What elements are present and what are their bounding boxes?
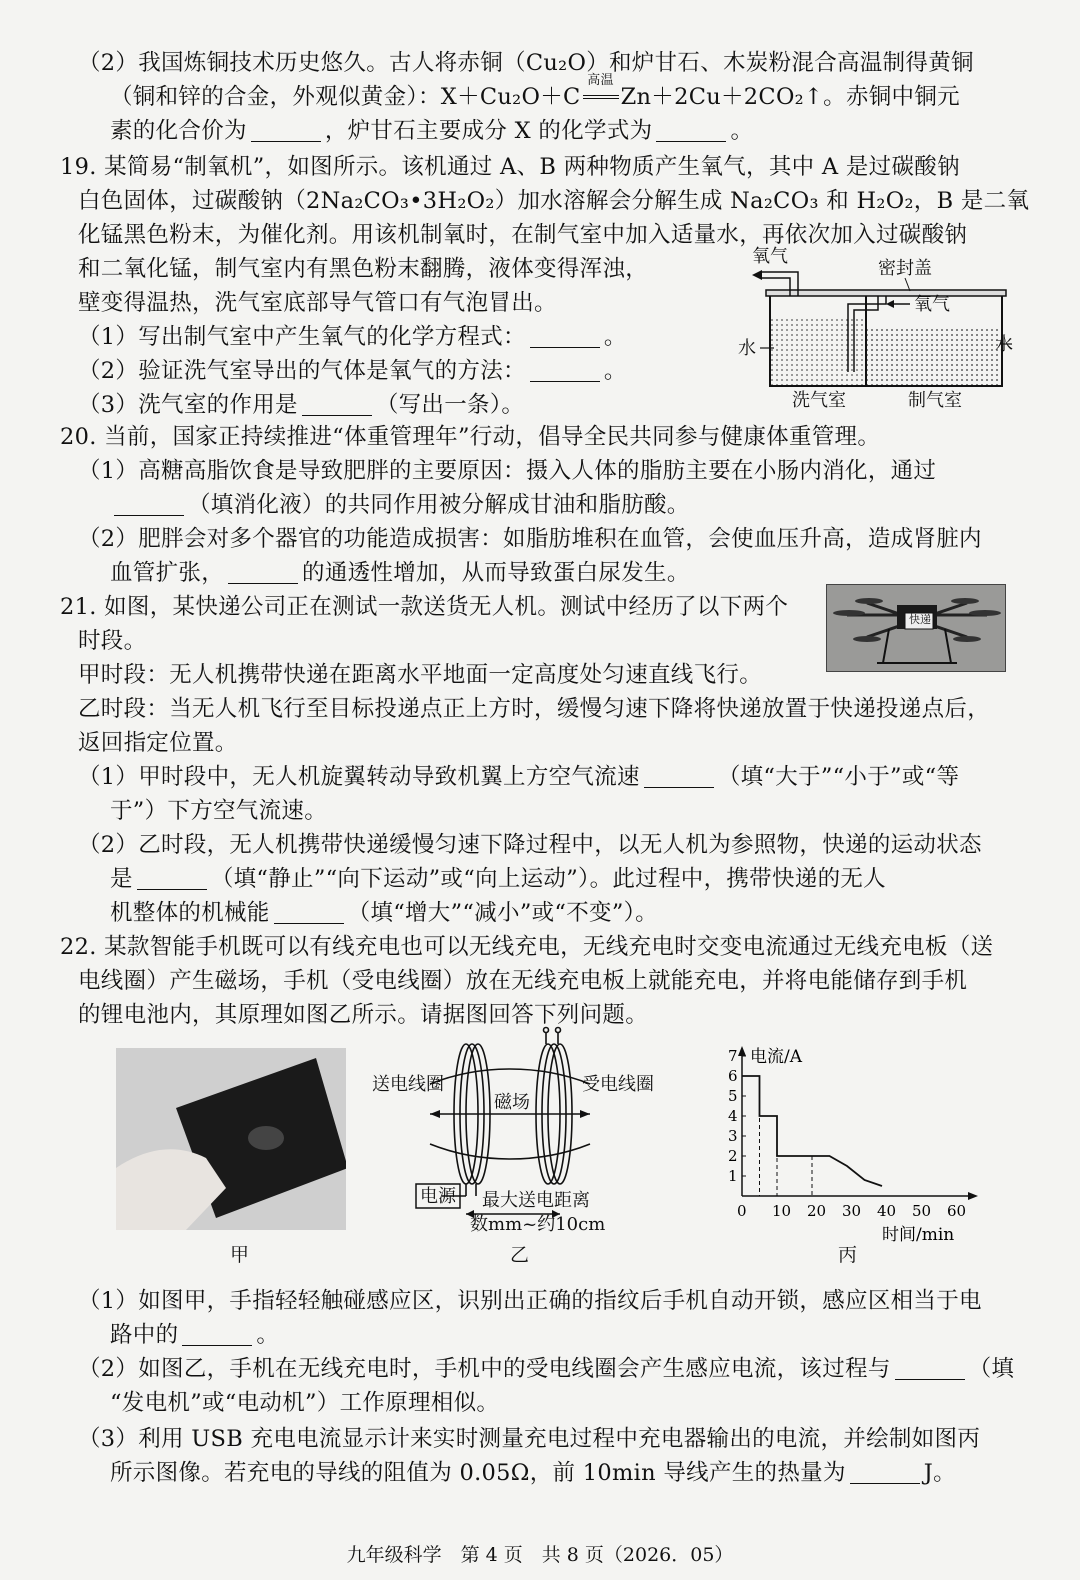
x-tick-label: 60 [947,1202,967,1220]
q22-sub3-text-b: J。 [923,1460,956,1486]
oxygen-generator-figure [730,248,1020,418]
q19-sub3-end: （写出一条）。 [375,392,525,418]
q18-2-line2 [110,73,960,114]
q19-sub3-text: （3）洗气室的作用是 [78,392,298,418]
page-footer: 九年级科学 第 4 页 共 8 页（2026．05） [346,1544,734,1566]
parcel-label: 快递 [909,613,931,626]
x-tick-label: 0 [737,1202,747,1220]
y-tick-label: 1 [728,1167,738,1185]
water-right-label: 水 [995,334,1013,355]
q19-line5: 壁变得温热，洗气室底部导气管口有气泡冒出。 [78,290,557,316]
answer-blank[interactable] [251,118,321,142]
answer-blank[interactable] [530,324,600,348]
q19-sub1-end: 。 [603,324,627,350]
condition-label: 高温 [587,73,614,88]
fig-yi-caption: 乙 [510,1244,530,1266]
q19-line2: 白色固体，过碳酸钠（2Na₂CO₃•3H₂O₂）加水溶解会分解生成 Na₂CO₃ 和 H₂O₂，B 是二氧 [78,188,1030,214]
magnetic-field-label: 磁场 [494,1092,530,1113]
q21-sub2-text-a: 是 [110,866,133,892]
q21-line5: 返回指定位置。 [78,730,238,756]
distance-range-label: 数mm~约10cm [470,1214,606,1235]
q22-sub2-text-b: （填 [968,1356,1015,1382]
q18-2-line3 [110,114,753,148]
q19-sub2-end: 。 [603,358,627,384]
y-tick-label: 5 [728,1087,738,1105]
q20-sub1-line1: （1）高糖高脂饮食是导致肥胖的主要原因：摄入人体的脂肪主要在小肠内消化，通过 [78,458,937,484]
q20-line1: 20. 当前，国家正持续推进“体重管理年”行动，倡导全民共同参与健康体重管理。 [60,424,881,450]
q22-sub1-line2 [110,1318,279,1352]
x-tick-label: 50 [912,1202,932,1220]
answer-blank[interactable] [114,492,184,516]
answer-blank[interactable] [302,392,372,416]
phone-illustration [116,1048,346,1230]
q22-sub3-text-a: 所示图像。若充电的导线的阻值为 0.05Ω，前 10min 导线产生的热量为 [110,1460,846,1486]
answer-blank[interactable] [274,900,344,924]
y-tick-label: 6 [728,1067,738,1085]
q19-sub2-text: （2）验证洗气室导出的气体是氧气的方法： [78,358,526,384]
q18-2-text-a: 素的化合价为 [110,118,247,144]
q21-sub2-text-c: 机整体的机械能 [110,900,270,926]
q20-sub1-line2 [110,488,690,522]
answer-blank[interactable] [895,1356,965,1380]
y-tick-label: 3 [728,1127,738,1145]
wash-room-label: 洗气室 [792,390,846,411]
send-coil-label: 送电线圈 [372,1074,444,1095]
x-tick-label: 20 [807,1202,827,1220]
answer-blank[interactable] [644,764,714,788]
q22-sub2-line1 [78,1352,1014,1386]
x-tick-label: 40 [877,1202,897,1220]
x-tick-label: 10 [772,1202,792,1220]
q22-line1: 22. 某款智能手机既可以有线充电也可以无线充电，无线充电时交变电流通过无线充电板（送 [60,934,994,960]
gen-room-label: 制气室 [908,390,962,411]
drone-photo [826,584,1006,672]
oxygen-out-label: 氧气 [752,246,788,267]
q21-line1: 21. 如图，某快递公司正在测试一款送货无人机。测试中经历了以下两个 [60,594,789,620]
answer-blank[interactable] [182,1322,252,1346]
q20-sub2-line2 [110,556,690,590]
q20-sub2-text-a: 血管扩张， [110,560,225,586]
water-left-label: 水 [738,338,756,359]
chart-svg [712,1046,982,1246]
q19-sub3 [78,388,524,422]
max-distance-label: 最大送电距离 [482,1190,590,1211]
answer-blank[interactable] [656,118,726,142]
q22-sub1-line1: （1）如图甲，手指轻轻触碰感应区，识别出正确的指纹后手机自动开锁，感应区相当于电 [78,1288,982,1314]
q19-sub1 [78,320,627,354]
answer-blank[interactable] [228,560,298,584]
q18-2-eq-left: （铜和锌的合金，外观似黄金）：X＋Cu₂O＋C [110,84,581,110]
q21-sub2-line3 [110,896,658,930]
recv-coil-label: 受电线圈 [582,1074,654,1095]
fig-bing-caption: 丙 [838,1244,858,1266]
q20-sub2-line1: （2）肥胖会对多个器官的功能造成损害：如脂肪堆积在血管，会使血压升高，造成肾脏内 [78,526,982,552]
q22-line3: 的锂电池内，其原理如图乙所示。请据图回答下列问题。 [78,1002,649,1028]
sealed-lid-label: 密封盖 [878,258,932,279]
q21-sub1-line2: 于”）下方空气流速。 [110,798,328,824]
y-tick-label: 7 [728,1047,738,1065]
coil-figure [370,1024,670,1244]
q21-sub1-line1 [78,760,959,794]
y-tick-label: 4 [728,1107,738,1125]
y-tick-label: 2 [728,1147,738,1165]
power-source-label: 电源 [420,1186,456,1207]
q21-line2: 时段。 [78,628,147,654]
current-time-chart [712,1046,982,1246]
q18-2-eq-right: Zn＋2Cu＋2CO₂↑。赤铜中铜元 [620,84,960,110]
q21-line3: 甲时段：无人机携带快递在距离水平地面一定高度处匀速直线飞行。 [78,662,763,688]
x-tick-label: 30 [842,1202,862,1220]
q22-line2: 电线圈）产生磁场，手机（受电线圈）放在无线充电板上就能充电，并将电能储存到手机 [78,968,968,994]
q19-line4: 和二氧化锰，制气室内有黑色粉末翻腾，液体变得浑浊， [78,256,649,282]
q19-sub2 [78,354,627,388]
q22-sub1-text-a: 路中的 [110,1322,179,1348]
q21-sub2-line2 [110,862,886,896]
answer-blank[interactable] [137,866,207,890]
q19-line3: 化锰黑色粉末，为催化剂。用该机制氧时，在制气室中加入适量水，再依次加入过碳酸钠 [78,222,968,248]
x-axis-label: 时间/min [882,1225,955,1245]
y-axis-arrow [738,1046,746,1056]
fig-jia-caption: 甲 [230,1244,250,1266]
q22-sub3-line1: （3）利用 USB 充电电流显示计来实时测量充电过程中充电器输出的电流，并绘制如图丙 [78,1426,981,1452]
phone-photo [116,1048,346,1230]
q21-sub2-text-b: （填“静止”“向下运动”或“向上运动”）。此过程中，携带快递的无人 [210,866,886,892]
q21-sub1-text-b: （填“大于”“小于”或“等 [717,764,960,790]
q21-sub2-text-d: （填“增大”“减小”或“不变”）。 [347,900,658,926]
q21-line4: 乙时段：当无人机飞行至目标投递点正上方时，缓慢匀速下降将快递放置于快递投递点后， [78,696,991,722]
q18-2-line1: （2）我国炼铜技术历史悠久。古人将赤铜（Cu₂O）和炉甘石、木炭粉混合高温制得黄铜 [78,50,974,76]
y-axis-label: 电流/A [750,1047,803,1067]
q20-sub1-text: （填消化液）的共同作用被分解成甘油和脂肪酸。 [188,492,690,518]
q19-line1: 19. 某简易“制氧机”，如图所示。该机通过 A、B 两种物质产生氧气，其中 A 是过碳酸钠 [60,154,960,180]
answer-blank[interactable] [850,1460,920,1484]
q19-sub1-text: （1）写出制气室中产生氧气的化学方程式： [78,324,526,350]
oxygen-generator-diagram [730,248,1020,418]
equals-sign [583,95,619,99]
current-series-line [742,1076,882,1186]
q22-sub2-line2: “发电机”或“电动机”）工作原理相似。 [110,1390,500,1416]
q21-sub2-line1: （2）乙时段，无人机携带快递缓慢匀速下降过程中，以无人机为参照物，快递的运动状态 [78,832,982,858]
q18-2-text-c: 。 [730,118,754,144]
answer-blank[interactable] [530,358,600,382]
q22-sub1-text-b: 。 [256,1322,280,1348]
q22-sub2-text-a: （2）如图乙，手机在无线充电时，手机中的受电线圈会产生感应电流，该过程与 [78,1356,891,1382]
x-axis-arrow [968,1192,978,1200]
oxygen-in-label: 氧气 [914,294,950,315]
drone-illustration [827,585,1006,672]
q21-sub1-text-a: （1）甲时段中，无人机旋翼转动导致机翼上方空气流速 [78,764,640,790]
q20-sub2-text-b: 的通透性增加，从而导致蛋白尿发生。 [302,560,690,586]
q18-2-text-b: ，炉甘石主要成分 X 的化学式为 [324,118,653,144]
q22-sub3-line2 [110,1456,956,1490]
